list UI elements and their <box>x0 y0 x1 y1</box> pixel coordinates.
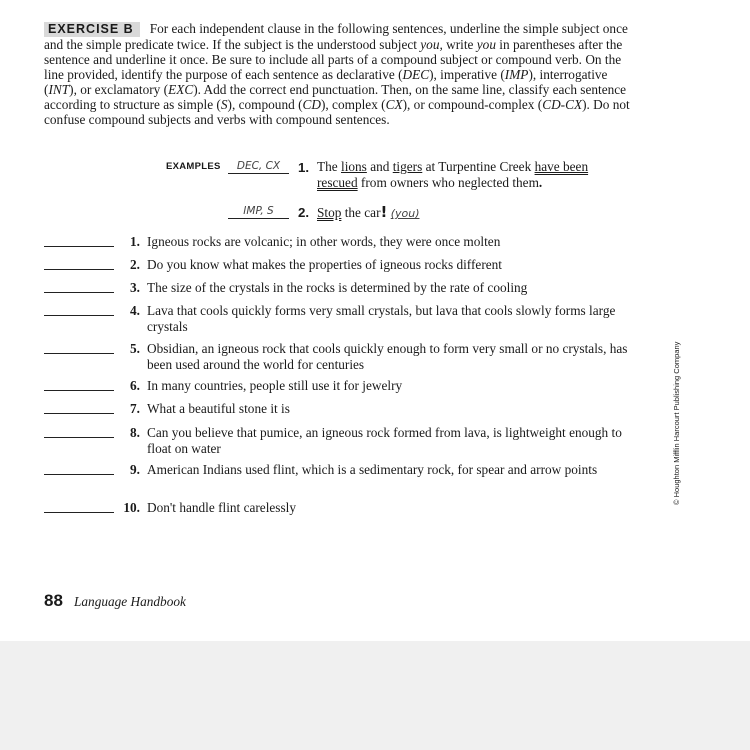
item-text: In many countries, people still use it for jewelry <box>147 378 403 393</box>
item-number: 10. <box>123 500 140 515</box>
instruction-segment: EXC <box>168 82 194 98</box>
instruction-segment: ), or exclamatory ( <box>69 82 169 98</box>
example-1-word: and <box>366 159 393 174</box>
instruction-segment: IMP <box>504 67 529 83</box>
item-number: 7. <box>130 401 140 416</box>
copyright-notice: © Houghton Mifflin Harcourt Publishing Company <box>672 341 681 505</box>
example-1-end-punctuation: . <box>538 175 543 190</box>
instruction-segment: DEC <box>402 67 430 83</box>
instruction-segment: ), compound ( <box>227 97 303 113</box>
instruction-segment: ). Do not confuse compound subjects and verbs with compound sentences. <box>44 97 630 128</box>
instruction-segment: you, <box>420 37 443 52</box>
instruction-segment: ), complex ( <box>320 97 386 113</box>
example-1-sentence <box>317 159 637 191</box>
answer-blank[interactable] <box>44 303 114 316</box>
example-2-understood-subject: (you) <box>390 207 420 220</box>
item-text: Can you believe that pumice, an igneous rock formed from lava, is lightweight enough to float on water <box>147 425 622 456</box>
item-number: 2. <box>130 257 140 272</box>
item-text: Do you know what makes the properties of igneous rocks different <box>147 257 502 272</box>
example-2-number: 2. <box>298 205 310 220</box>
item-text: Obsidian, an igneous rock that cools quickly enough to form very small or no crystals, has been used around the world for centuries <box>147 341 628 372</box>
instruction-segment: ), imperative ( <box>429 67 505 83</box>
item-number: 4. <box>130 303 140 318</box>
item-number: 9. <box>130 462 140 477</box>
item-text: Don't handle flint carelessly <box>147 500 296 515</box>
example-1-predicate-have-been: have been <box>534 159 589 174</box>
example-2-answer: IMP, S <box>228 204 289 219</box>
exercise-label: EXERCISE B <box>44 22 140 37</box>
instruction-segment: CD-CX <box>542 97 583 113</box>
instruction-segment: S <box>220 97 228 113</box>
item-number: 1. <box>130 234 140 249</box>
example-1-word: from owners who neglected them <box>357 175 539 190</box>
book-title: Language Handbook <box>74 594 186 609</box>
example-1-answer: DEC, CX <box>228 159 289 174</box>
examples-label: EXAMPLES <box>166 161 221 172</box>
answer-blank[interactable] <box>44 280 114 293</box>
instruction-segment: ), or compound-complex ( <box>402 97 543 113</box>
example-2-sentence <box>317 204 517 222</box>
instruction-segment: For each independent clause in the following sentences, underline the simple subject once and the simple predicate twice. If the subject is the understood subject <box>44 21 628 52</box>
item-number: 8. <box>130 425 140 440</box>
item-text: The size of the crystals in the rocks is determined by the rate of cooling <box>147 280 528 295</box>
instruction-segment: write <box>442 37 477 52</box>
answer-blank[interactable] <box>44 462 114 475</box>
instruction-segment: CD <box>302 97 321 113</box>
item-text: Igneous rocks are volcanic; in other words, they were once molten <box>147 234 501 249</box>
example-1-word: The <box>317 159 341 174</box>
example-2-end-punctuation: ! <box>380 203 388 221</box>
answer-blank[interactable] <box>44 378 114 391</box>
example-2-word: the car <box>341 205 381 220</box>
instructions-text <box>44 21 630 127</box>
example-1-subject-lions: lions <box>341 159 367 174</box>
instruction-segment: ), interrogative ( <box>44 67 608 98</box>
answer-blank[interactable] <box>44 257 114 270</box>
answer-blank[interactable] <box>44 425 114 438</box>
item-number: 5. <box>130 341 140 356</box>
exercise-instructions <box>44 21 640 128</box>
item-number: 6. <box>130 378 140 393</box>
item-text: What a beautiful stone it is <box>147 401 290 416</box>
item-text: Lava that cools quickly forms very small crystals, but lava that cools slowly forms large crystals <box>147 303 616 334</box>
answer-blank[interactable] <box>44 401 114 414</box>
instruction-segment: in parentheses after the sentence and underline it once. Be sure to include all parts of a compound subject or compound verb. On the line provided, identify the purpose of each sentence as declarative ( <box>44 37 623 83</box>
page-number: 88 <box>44 591 63 610</box>
answer-blank[interactable] <box>44 341 114 354</box>
answer-blank[interactable] <box>44 234 114 247</box>
answer-blank[interactable] <box>44 500 114 513</box>
item-number: 3. <box>130 280 140 295</box>
example-1-subject-tigers: tigers <box>392 159 423 174</box>
example-1-number: 1. <box>298 160 310 175</box>
example-1-predicate-rescued: rescued <box>317 175 358 190</box>
example-2-predicate-stop: Stop <box>317 205 342 220</box>
example-1-word: at Turpentine Creek <box>422 159 535 174</box>
instruction-segment: you <box>476 37 496 52</box>
item-text: American Indians used flint, which is a sedimentary rock, for spear and arrow points <box>147 462 598 477</box>
instruction-segment: ). Add the correct end punctuation. Then, on the same line, classify each sentence according to structure as simple ( <box>44 82 627 113</box>
instruction-segment: CX <box>385 97 403 113</box>
instruction-segment: INT <box>48 82 70 98</box>
